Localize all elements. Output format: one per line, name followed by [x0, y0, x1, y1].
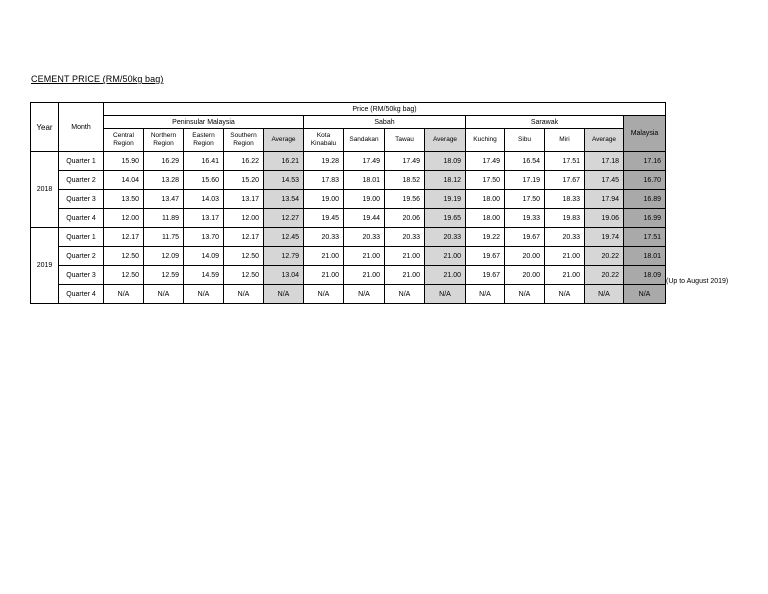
price-header: Price (RM/50kg bag): [104, 103, 666, 116]
value-cell: 17.18: [585, 152, 624, 171]
value-cell: N/A: [466, 285, 505, 304]
value-cell: N/A: [545, 285, 585, 304]
value-cell: 11.75: [144, 228, 184, 247]
month-cell: Quarter 1: [59, 228, 104, 247]
value-cell: 18.52: [385, 171, 425, 190]
value-cell: 20.33: [545, 228, 585, 247]
peninsular-header: Peninsular Malaysia: [104, 116, 304, 129]
value-cell: 19.45: [304, 209, 344, 228]
column-header: Central Region: [104, 129, 144, 152]
value-cell: N/A: [264, 285, 304, 304]
value-cell: N/A: [425, 285, 466, 304]
value-cell: 14.09: [184, 247, 224, 266]
table-row: [31, 228, 666, 247]
cement-price-table: [30, 102, 666, 304]
value-cell: 15.60: [184, 171, 224, 190]
value-cell: 12.79: [264, 247, 304, 266]
column-header: Sandakan: [344, 129, 385, 152]
value-cell: 20.33: [344, 228, 385, 247]
value-cell: 21.00: [545, 247, 585, 266]
month-cell: Quarter 3: [59, 266, 104, 285]
value-cell: 13.28: [144, 171, 184, 190]
column-header: Average: [264, 129, 304, 152]
malaysia-header: Malaysia: [624, 116, 666, 152]
value-cell: 12.50: [104, 266, 144, 285]
value-cell: 17.49: [344, 152, 385, 171]
value-cell: 19.67: [466, 247, 505, 266]
value-cell: 16.99: [624, 209, 666, 228]
table-row: [31, 285, 666, 304]
value-cell: 21.00: [385, 247, 425, 266]
value-cell: 14.04: [104, 171, 144, 190]
table-row: [31, 171, 666, 190]
footnote: (Up to August 2019): [666, 278, 729, 285]
value-cell: 18.01: [624, 247, 666, 266]
value-cell: N/A: [624, 285, 666, 304]
table-row: [31, 266, 666, 285]
value-cell: 13.17: [184, 209, 224, 228]
value-cell: 12.50: [104, 247, 144, 266]
value-cell: 17.67: [545, 171, 585, 190]
value-cell: 21.00: [385, 266, 425, 285]
value-cell: 21.00: [545, 266, 585, 285]
value-cell: 19.67: [505, 228, 545, 247]
value-cell: 16.89: [624, 190, 666, 209]
column-header: Average: [425, 129, 466, 152]
value-cell: 17.51: [624, 228, 666, 247]
column-header: Average: [585, 129, 624, 152]
value-cell: 21.00: [304, 247, 344, 266]
column-header: Sibu: [505, 129, 545, 152]
year-cell: 2018: [31, 152, 59, 228]
value-cell: 14.03: [184, 190, 224, 209]
month-cell: Quarter 4: [59, 209, 104, 228]
month-cell: Quarter 2: [59, 247, 104, 266]
sabah-header: Sabah: [304, 116, 466, 129]
value-cell: 12.00: [224, 209, 264, 228]
value-cell: 14.59: [184, 266, 224, 285]
value-cell: 18.00: [466, 209, 505, 228]
value-cell: 18.00: [466, 190, 505, 209]
value-cell: 18.12: [425, 171, 466, 190]
value-cell: 19.83: [545, 209, 585, 228]
value-cell: N/A: [224, 285, 264, 304]
column-header: Tawau: [385, 129, 425, 152]
value-cell: 18.09: [425, 152, 466, 171]
month-cell: Quarter 2: [59, 171, 104, 190]
value-cell: 19.00: [344, 190, 385, 209]
value-cell: 12.45: [264, 228, 304, 247]
value-cell: 19.67: [466, 266, 505, 285]
table-row: [31, 190, 666, 209]
value-cell: 16.22: [224, 152, 264, 171]
month-cell: Quarter 3: [59, 190, 104, 209]
value-cell: 19.74: [585, 228, 624, 247]
column-header: Southern Region: [224, 129, 264, 152]
value-cell: 12.59: [144, 266, 184, 285]
column-header: Eastern Region: [184, 129, 224, 152]
value-cell: 16.29: [144, 152, 184, 171]
value-cell: N/A: [184, 285, 224, 304]
column-header: Miri: [545, 129, 585, 152]
value-cell: 16.54: [505, 152, 545, 171]
value-cell: N/A: [304, 285, 344, 304]
value-cell: 13.70: [184, 228, 224, 247]
value-cell: 20.00: [505, 266, 545, 285]
value-cell: 21.00: [425, 266, 466, 285]
column-header: Kuching: [466, 129, 505, 152]
year-header: Year: [31, 103, 59, 152]
year-cell: 2019: [31, 228, 59, 304]
value-cell: 12.50: [224, 266, 264, 285]
value-cell: N/A: [385, 285, 425, 304]
value-cell: 20.22: [585, 247, 624, 266]
value-cell: 19.33: [505, 209, 545, 228]
value-cell: 19.44: [344, 209, 385, 228]
value-cell: 17.50: [505, 190, 545, 209]
column-header: Kota Kinabalu: [304, 129, 344, 152]
page-title: CEMENT PRICE (RM/50kg bag): [31, 74, 164, 84]
value-cell: 18.33: [545, 190, 585, 209]
value-cell: 21.00: [304, 266, 344, 285]
value-cell: 17.16: [624, 152, 666, 171]
value-cell: 17.83: [304, 171, 344, 190]
value-cell: 12.17: [224, 228, 264, 247]
value-cell: 16.21: [264, 152, 304, 171]
table-row: [31, 247, 666, 266]
value-cell: 20.33: [385, 228, 425, 247]
value-cell: 17.45: [585, 171, 624, 190]
value-cell: 13.04: [264, 266, 304, 285]
value-cell: 17.94: [585, 190, 624, 209]
value-cell: 12.09: [144, 247, 184, 266]
value-cell: 19.56: [385, 190, 425, 209]
table-row: [31, 209, 666, 228]
value-cell: 21.00: [344, 247, 385, 266]
value-cell: 19.65: [425, 209, 466, 228]
month-header: Month: [59, 103, 104, 152]
value-cell: 20.00: [505, 247, 545, 266]
value-cell: 12.27: [264, 209, 304, 228]
value-cell: 15.20: [224, 171, 264, 190]
value-cell: 20.06: [385, 209, 425, 228]
value-cell: 19.22: [466, 228, 505, 247]
month-cell: Quarter 4: [59, 285, 104, 304]
value-cell: N/A: [104, 285, 144, 304]
value-cell: 17.51: [545, 152, 585, 171]
value-cell: 18.01: [344, 171, 385, 190]
value-cell: 16.41: [184, 152, 224, 171]
value-cell: N/A: [505, 285, 545, 304]
value-cell: 12.50: [224, 247, 264, 266]
value-cell: 17.50: [466, 171, 505, 190]
value-cell: 17.19: [505, 171, 545, 190]
column-header: Northern Region: [144, 129, 184, 152]
value-cell: 21.00: [425, 247, 466, 266]
value-cell: 12.17: [104, 228, 144, 247]
value-cell: 17.49: [466, 152, 505, 171]
value-cell: 19.06: [585, 209, 624, 228]
value-cell: 14.53: [264, 171, 304, 190]
value-cell: 19.28: [304, 152, 344, 171]
value-cell: 21.00: [344, 266, 385, 285]
value-cell: 15.90: [104, 152, 144, 171]
value-cell: 20.33: [304, 228, 344, 247]
value-cell: 13.50: [104, 190, 144, 209]
value-cell: N/A: [144, 285, 184, 304]
value-cell: 13.54: [264, 190, 304, 209]
table-row: [31, 152, 666, 171]
value-cell: 12.00: [104, 209, 144, 228]
value-cell: 18.09: [624, 266, 666, 285]
value-cell: 11.89: [144, 209, 184, 228]
month-cell: Quarter 1: [59, 152, 104, 171]
value-cell: N/A: [585, 285, 624, 304]
value-cell: 13.17: [224, 190, 264, 209]
value-cell: 13.47: [144, 190, 184, 209]
value-cell: N/A: [344, 285, 385, 304]
value-cell: 16.70: [624, 171, 666, 190]
value-cell: 20.22: [585, 266, 624, 285]
value-cell: 20.33: [425, 228, 466, 247]
value-cell: 19.00: [304, 190, 344, 209]
value-cell: 19.19: [425, 190, 466, 209]
sarawak-header: Sarawak: [466, 116, 624, 129]
value-cell: 17.49: [385, 152, 425, 171]
